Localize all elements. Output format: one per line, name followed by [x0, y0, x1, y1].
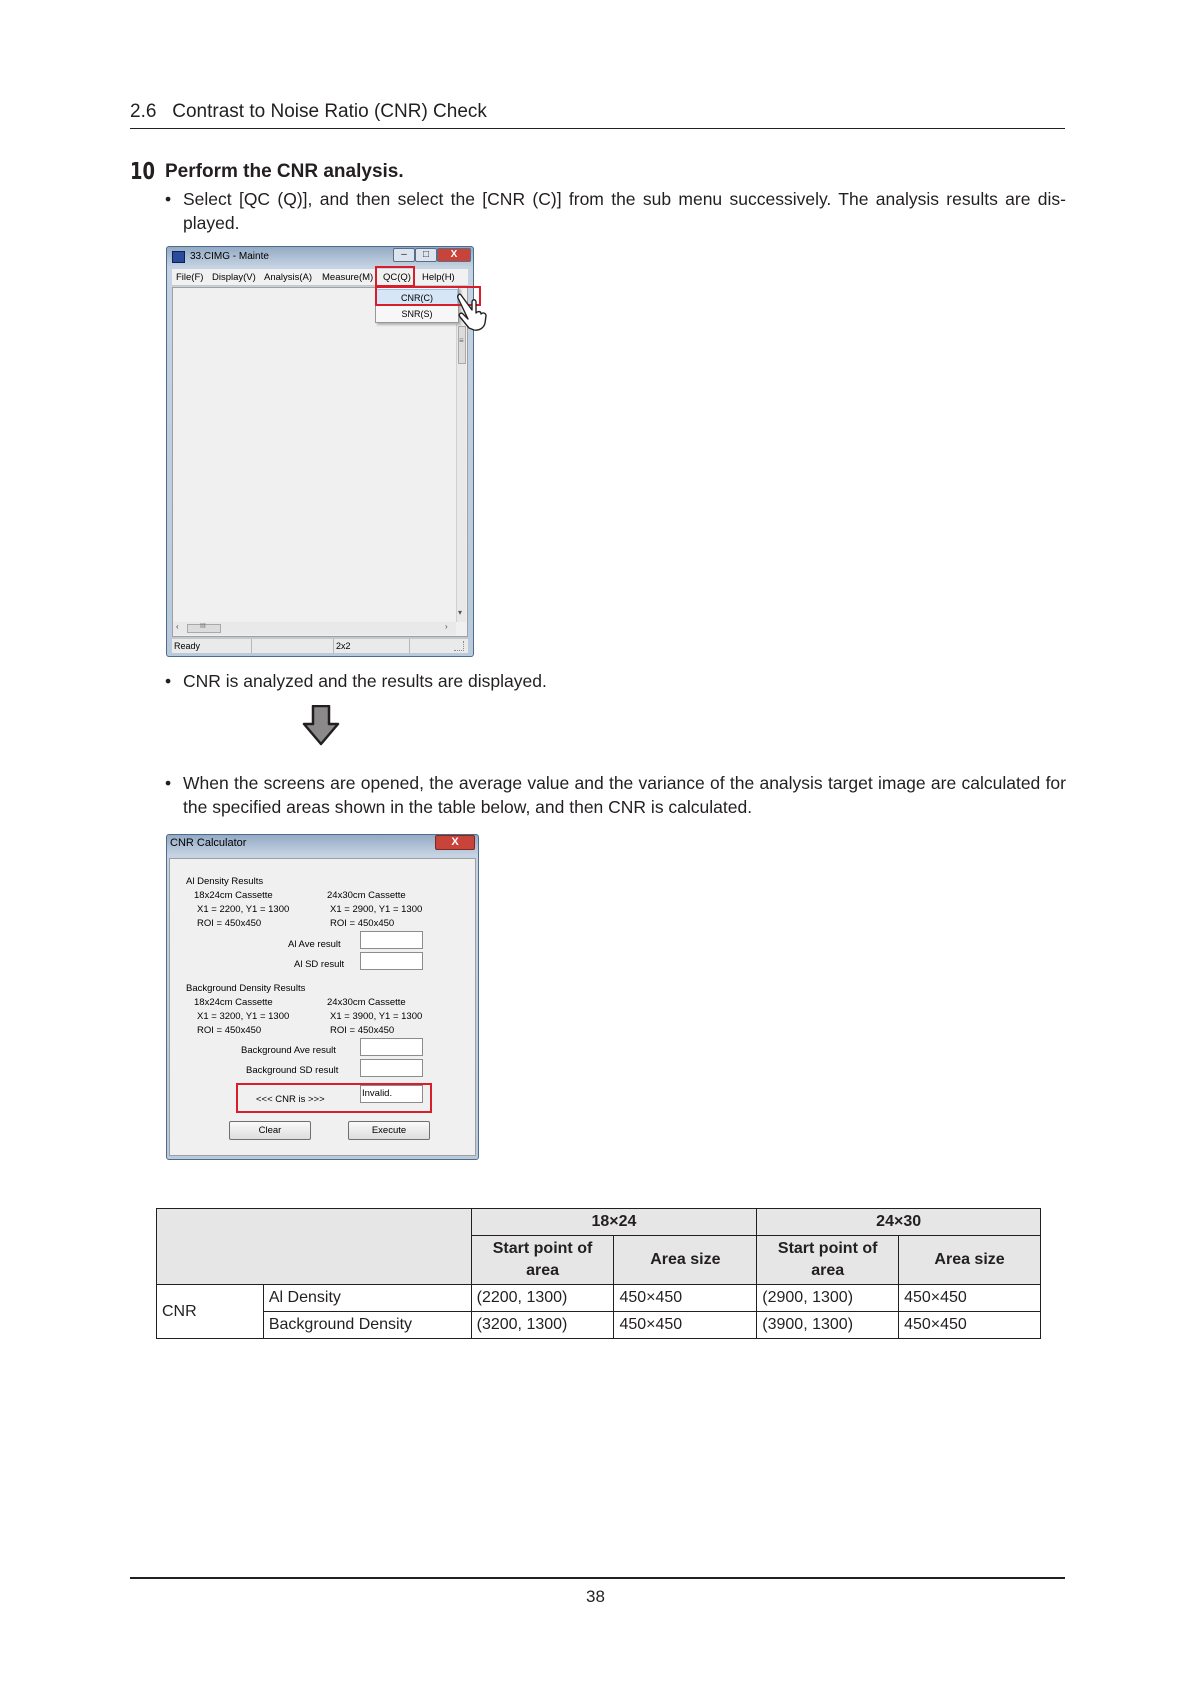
status-bar: [172, 638, 468, 653]
mainte-window-screenshot: [166, 246, 474, 657]
down-arrow-icon: [302, 705, 340, 746]
cnr-area-table: [156, 1208, 1041, 1339]
maximize-button[interactable]: □: [415, 248, 437, 262]
menu-bar: [172, 269, 468, 286]
bullet-mark: •: [165, 671, 172, 691]
header-area-size: Area size: [614, 1236, 757, 1285]
al-18-roi: ROI = 450x450: [197, 918, 262, 929]
h-scroll-thumb[interactable]: [187, 624, 221, 633]
cnr-result-field[interactable]: Invalid.: [360, 1085, 423, 1103]
menu-file[interactable]: File(F): [176, 272, 204, 283]
submenu-snr[interactable]: SNR(S): [401, 309, 433, 319]
cell-start-18: (2200, 1300): [471, 1285, 614, 1312]
row-group-cnr: CNR: [157, 1285, 264, 1339]
cnr-result-highlight: [236, 1083, 432, 1113]
bullet-text: Select [QC (Q)], and then select the [CNR (C)] from the sub menu successively. The analysis results are dis-played.: [183, 189, 1066, 233]
al-24-coord: X1 = 2900, Y1 = 1300: [330, 904, 423, 915]
bullet-mark: •: [165, 189, 172, 209]
resize-grip-icon[interactable]: [454, 641, 464, 651]
bg-sd-field[interactable]: [360, 1059, 423, 1077]
status-binning: 2x2: [334, 639, 410, 653]
window-title: 33.CIMG - Mainte: [190, 251, 269, 262]
cell-start-24: (3900, 1300): [757, 1312, 899, 1339]
client-area: [172, 287, 468, 637]
al-section-label: Al Density Results: [186, 876, 264, 887]
bg-18-coord: X1 = 3200, Y1 = 1300: [197, 1011, 290, 1022]
h-grip-icon: III: [200, 623, 206, 630]
header-start-point: Start point of area: [471, 1236, 614, 1285]
footer-rule: [130, 1577, 1065, 1579]
bg-ave-field[interactable]: [360, 1038, 423, 1056]
al-sd-label: Al SD result: [294, 959, 345, 970]
bg-sd-label: Background SD result: [246, 1065, 339, 1076]
close-button[interactable]: X: [435, 835, 475, 850]
header-18x24: 18×24: [471, 1209, 757, 1236]
bg-18-roi: ROI = 450x450: [197, 1025, 262, 1036]
al-ave-field[interactable]: [360, 931, 423, 949]
scroll-down-arrow-icon[interactable]: ▾: [458, 608, 463, 617]
header-area-size: Area size: [899, 1236, 1041, 1285]
al-24-roi: ROI = 450x450: [330, 918, 395, 929]
bg-cassette-24-label: 24x30cm Cassette: [327, 997, 406, 1008]
menu-qc[interactable]: QC(Q): [383, 272, 411, 283]
bg-24-roi: ROI = 450x450: [330, 1025, 395, 1036]
cnr-result-label: <<< CNR is >>>: [256, 1094, 325, 1105]
al-18-coord: X1 = 2200, Y1 = 1300: [197, 904, 290, 915]
status-ready: Ready: [172, 639, 252, 653]
bg-cassette-18-label: 18x24cm Cassette: [194, 997, 273, 1008]
cnr-calculator-screenshot: [166, 834, 479, 1160]
execute-button[interactable]: Execute: [348, 1121, 430, 1140]
al-cassette-18-label: 18x24cm Cassette: [194, 890, 273, 901]
al-ave-label: Al Ave result: [288, 939, 341, 950]
table-header-row: [157, 1209, 1041, 1236]
row-label: Background Density: [263, 1312, 471, 1339]
grip-icon: ≡: [459, 336, 464, 345]
cell-size-24: 450×450: [899, 1312, 1041, 1339]
menu-measure[interactable]: Measure(M): [322, 272, 374, 283]
step-number: 10: [130, 159, 155, 185]
bg-24-coord: X1 = 3900, Y1 = 1300: [330, 1011, 423, 1022]
menu-display[interactable]: Display(V): [212, 272, 256, 283]
bullet-text: When the screens are opened, the average value and the variance of the analysis target image are calculated for the specified areas shown in the table below, and then CNR is calculated.: [183, 773, 1066, 817]
qc-menu-highlight: [375, 266, 415, 287]
table-corner-cell: [157, 1209, 472, 1285]
close-button[interactable]: X: [437, 248, 471, 262]
row-label: Al Density: [263, 1285, 471, 1312]
al-cassette-24-label: 24x30cm Cassette: [327, 890, 406, 901]
cell-size-18: 450×450: [614, 1312, 757, 1339]
bullet-mark: •: [165, 773, 172, 793]
header-24x30: 24×30: [757, 1209, 1041, 1236]
section-title: 2.6 Contrast to Noise Ratio (CNR) Check: [130, 101, 487, 122]
page-number: 38: [586, 1587, 605, 1606]
step-title: Perform the CNR analysis.: [165, 161, 404, 182]
header-start-point: Start point of area: [757, 1236, 899, 1285]
window-title: CNR Calculator: [170, 837, 247, 849]
cell-size-18: 450×450: [614, 1285, 757, 1312]
status-blank: [252, 639, 334, 653]
menu-analysis[interactable]: Analysis(A): [264, 272, 313, 283]
pointing-hand-icon: [457, 291, 491, 333]
al-sd-field[interactable]: [360, 952, 423, 970]
scroll-left-arrow-icon[interactable]: ‹: [176, 622, 179, 631]
cell-start-18: (3200, 1300): [471, 1312, 614, 1339]
bg-section-label: Background Density Results: [186, 983, 306, 994]
minimize-button[interactable]: –: [393, 248, 415, 262]
table-row: [157, 1312, 1041, 1339]
bullet-text: CNR is analyzed and the results are displayed.: [183, 671, 547, 691]
submenu-cnr[interactable]: CNR(C): [376, 289, 458, 305]
menu-help[interactable]: Help(H): [422, 272, 455, 283]
cell-size-24: 450×450: [899, 1285, 1041, 1312]
table-row: [157, 1285, 1041, 1312]
vertical-scrollbar[interactable]: [456, 324, 466, 622]
section-header: [130, 100, 1065, 129]
scroll-right-arrow-icon[interactable]: ›: [445, 622, 448, 631]
cell-start-24: (2900, 1300): [757, 1285, 899, 1312]
app-icon: [172, 251, 185, 263]
bg-ave-label: Background Ave result: [241, 1045, 336, 1056]
clear-button[interactable]: Clear: [229, 1121, 311, 1140]
horizontal-scrollbar[interactable]: [173, 622, 456, 635]
